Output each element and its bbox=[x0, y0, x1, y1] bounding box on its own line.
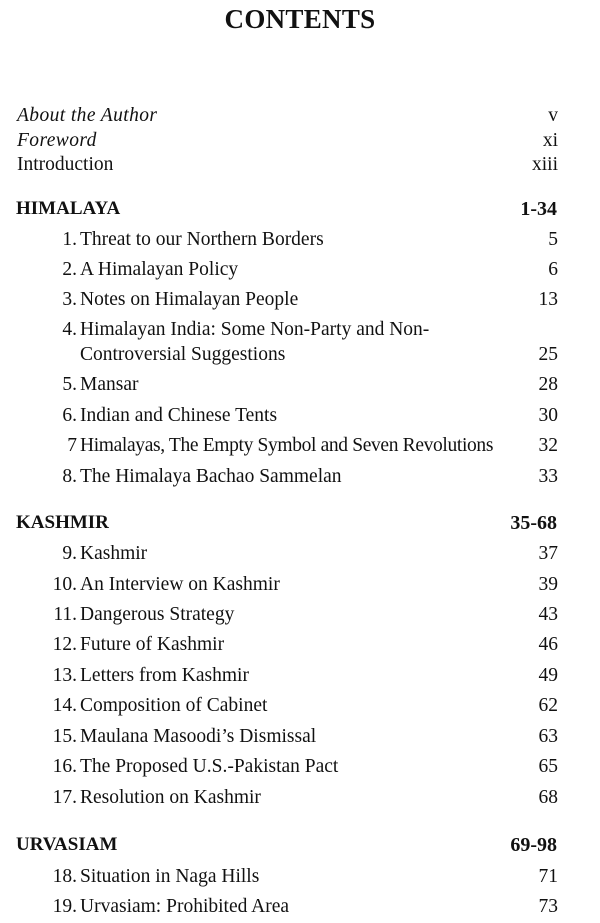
item-label: An Interview on Kashmir bbox=[80, 574, 280, 595]
toc-item bbox=[0, 602, 600, 628]
item-number: 9. bbox=[62, 543, 77, 564]
item-page: 37 bbox=[538, 543, 558, 564]
toc-entry-about-author bbox=[0, 103, 600, 129]
item-number: 5. bbox=[62, 374, 77, 395]
item-label: The Himalaya Bachao Sammelan bbox=[80, 466, 342, 487]
toc-item bbox=[0, 632, 600, 658]
item-label-continuation: Controversial Suggestions bbox=[80, 344, 286, 365]
section-heading-himalaya bbox=[0, 196, 600, 222]
item-number: 7 bbox=[67, 435, 77, 456]
toc-item bbox=[0, 663, 600, 689]
item-label: Letters from Kashmir bbox=[80, 665, 249, 686]
item-label: Threat to our Northern Borders bbox=[80, 229, 324, 250]
item-number: 4. bbox=[62, 319, 77, 340]
item-label: Resolution on Kashmir bbox=[80, 787, 261, 808]
item-number: 15. bbox=[52, 726, 77, 747]
toc-entry-introduction bbox=[0, 152, 600, 178]
toc-item-continuation bbox=[0, 342, 600, 368]
toc-entry-foreword bbox=[0, 128, 600, 154]
item-number: 2. bbox=[62, 259, 77, 280]
toc-item bbox=[0, 754, 600, 780]
item-page: 6 bbox=[548, 259, 558, 280]
toc-item bbox=[0, 693, 600, 719]
item-page: 63 bbox=[538, 726, 558, 747]
toc-item bbox=[0, 287, 600, 313]
toc-item bbox=[0, 257, 600, 283]
item-number: 8. bbox=[62, 466, 77, 487]
section-title: KASHMIR bbox=[16, 512, 109, 533]
item-page: 30 bbox=[538, 405, 558, 426]
toc-item bbox=[0, 317, 600, 343]
entry-page: xiii bbox=[531, 154, 558, 175]
item-label: Dangerous Strategy bbox=[80, 604, 235, 625]
toc-item bbox=[0, 403, 600, 429]
toc-item bbox=[0, 572, 600, 598]
item-label: Future of Kashmir bbox=[80, 634, 225, 655]
item-number: 14. bbox=[52, 695, 77, 716]
item-label: Notes on Himalayan People bbox=[80, 289, 299, 310]
item-label: Composition of Cabinet bbox=[80, 695, 268, 716]
item-page: 49 bbox=[538, 665, 558, 686]
section-title: HIMALAYA bbox=[16, 198, 121, 219]
entry-page: xi bbox=[542, 130, 558, 151]
item-page: 32 bbox=[538, 435, 558, 456]
toc-item bbox=[0, 464, 600, 490]
item-number: 1. bbox=[62, 229, 77, 250]
item-label: Himalayan India: Some Non-Party and Non- bbox=[80, 319, 430, 340]
item-number: 10. bbox=[52, 574, 77, 595]
toc-item bbox=[0, 433, 600, 459]
item-label: A Himalayan Policy bbox=[80, 259, 239, 280]
item-label: Kashmir bbox=[80, 543, 148, 564]
toc-item bbox=[0, 724, 600, 750]
item-number: 3. bbox=[62, 289, 77, 310]
item-page: 68 bbox=[538, 787, 558, 808]
item-number: 11. bbox=[53, 604, 77, 625]
item-number: 16. bbox=[52, 756, 77, 777]
item-page: 39 bbox=[538, 574, 558, 595]
section-heading-urvasiam bbox=[0, 832, 600, 858]
item-number: 19. bbox=[52, 896, 77, 917]
toc-item bbox=[0, 227, 600, 253]
item-label: Himalayas, The Empty Symbol and Seven Revolutions bbox=[80, 435, 494, 456]
item-page: 71 bbox=[538, 866, 558, 887]
toc-item bbox=[0, 541, 600, 567]
section-heading-kashmir bbox=[0, 510, 600, 536]
item-label: Situation in Naga Hills bbox=[80, 866, 260, 887]
item-page: 43 bbox=[538, 604, 558, 625]
toc-item bbox=[0, 372, 600, 398]
entry-page: v bbox=[548, 105, 558, 126]
item-page: 5 bbox=[548, 229, 558, 250]
section-title: URVASIAM bbox=[16, 834, 118, 855]
item-page: 13 bbox=[538, 289, 558, 310]
item-label: Urvasiam: Prohibited Area bbox=[80, 896, 290, 917]
item-label: Mansar bbox=[80, 374, 139, 395]
item-page: 65 bbox=[538, 756, 558, 777]
item-page: 28 bbox=[538, 374, 558, 395]
entry-label: Introduction bbox=[17, 154, 114, 175]
item-label: Maulana Masoodi’s Dismissal bbox=[80, 726, 317, 747]
section-pages: 1-34 bbox=[520, 198, 557, 220]
entry-label: About the Author bbox=[17, 105, 158, 126]
page-title: CONTENTS bbox=[224, 4, 376, 34]
section-pages: 35-68 bbox=[510, 512, 557, 534]
item-label: Indian and Chinese Tents bbox=[80, 405, 278, 426]
item-page: 25 bbox=[538, 344, 558, 365]
toc-item bbox=[0, 785, 600, 811]
item-page: 46 bbox=[538, 634, 558, 655]
entry-label: Foreword bbox=[17, 130, 97, 151]
item-label: The Proposed U.S.-Pakistan Pact bbox=[80, 756, 339, 777]
item-number: 17. bbox=[52, 787, 77, 808]
item-page: 62 bbox=[538, 695, 558, 716]
item-number: 18. bbox=[52, 866, 77, 887]
toc-item bbox=[0, 894, 600, 920]
toc-item bbox=[0, 864, 600, 890]
item-number: 6. bbox=[62, 405, 77, 426]
item-number: 12. bbox=[52, 634, 77, 655]
item-number: 13. bbox=[52, 665, 77, 686]
section-pages: 69-98 bbox=[510, 834, 557, 856]
item-page: 33 bbox=[538, 466, 558, 487]
item-page: 73 bbox=[538, 896, 558, 917]
